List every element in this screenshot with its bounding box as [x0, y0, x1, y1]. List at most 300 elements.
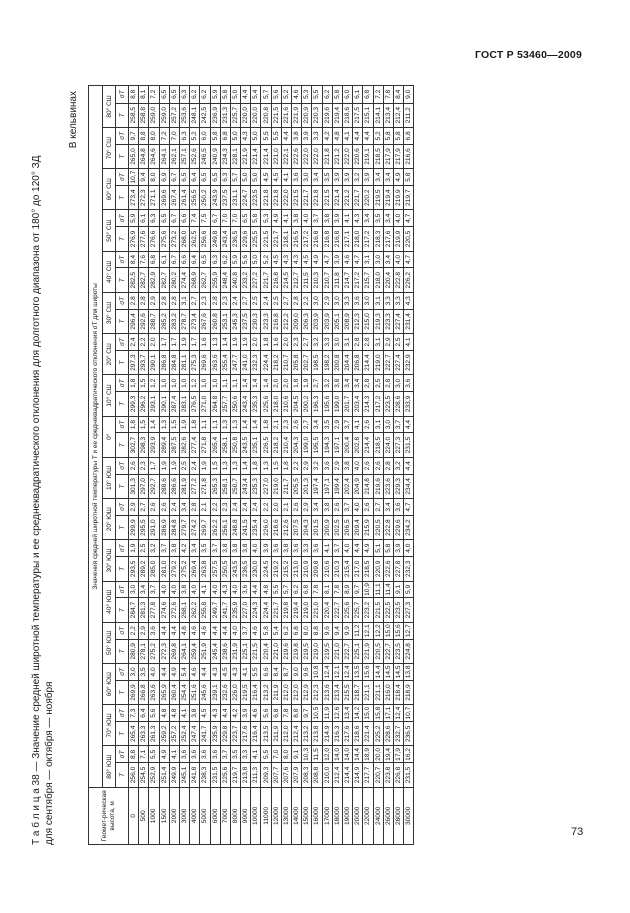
value-cell: 7,0 — [220, 210, 230, 227]
value-cell: 218,5 — [363, 557, 373, 581]
value-cell: 219,1 — [363, 144, 373, 168]
value-cell: 5,6 — [241, 251, 251, 268]
value-cell: 1,5 — [169, 416, 179, 433]
value-cell: 2,0 — [271, 499, 281, 516]
value-cell: 224,3 — [251, 598, 261, 622]
subheader-row — [116, 86, 129, 845]
value-cell: 241,7 — [220, 598, 230, 622]
value-cell: 232,3 — [404, 557, 414, 581]
value-cell: 3,4 — [353, 375, 363, 392]
value-cell: 218,5 — [373, 433, 383, 457]
value-cell: 221,5 — [271, 103, 281, 127]
value-cell: 3,2 — [312, 457, 322, 474]
value-cell: 5,9 — [230, 251, 240, 268]
value-cell: 234,3 — [220, 144, 230, 168]
height-cell: 22000 — [363, 787, 373, 844]
value-cell: 200,2 — [302, 392, 312, 416]
latitude-header: 60° ЮШ — [103, 664, 116, 705]
value-cell: 280,2 — [169, 268, 179, 292]
value-cell: 2,8 — [129, 292, 139, 309]
value-cell: 6,6 — [179, 210, 189, 227]
value-cell: 2,3 — [292, 334, 302, 351]
value-cell: 216,8 — [332, 227, 342, 251]
value-cell: 223,5 — [383, 392, 393, 416]
value-cell: 217,9 — [393, 144, 403, 168]
value-cell: 1,6 — [271, 334, 281, 351]
value-cell: 221,9 — [292, 103, 302, 127]
value-cell: 6,0 — [342, 86, 352, 104]
value-cell: 231,9 — [230, 639, 240, 663]
value-cell: 2,9 — [332, 416, 342, 433]
value-cell: 3,6 — [190, 746, 200, 763]
value-cell: 2,8 — [363, 375, 373, 392]
value-cell: 210,6 — [281, 392, 291, 416]
subheader-t: T — [116, 474, 129, 498]
value-cell: 221,4 — [363, 722, 373, 746]
value-cell: 6,5 — [169, 86, 179, 104]
value-cell: 3,7 — [312, 210, 322, 227]
value-cell: 219,7 — [404, 186, 414, 210]
value-cell: 234,4 — [404, 474, 414, 498]
value-cell: 4,7 — [322, 251, 332, 268]
value-cell: 19,4 — [384, 747, 392, 761]
value-cell: 6,8 — [292, 622, 302, 639]
value-cell: 4,4 — [404, 416, 414, 433]
value-cell: 4,0 — [169, 581, 179, 598]
value-cell: 260,4 — [169, 680, 179, 704]
value-cell: 4,4 — [281, 127, 291, 144]
value-cell: 16,2 — [405, 747, 413, 761]
value-cell: 3,1 — [373, 416, 383, 433]
value-cell: 3,6 — [404, 375, 414, 392]
value-cell: 4,7 — [404, 210, 414, 227]
subheader-t: T — [116, 309, 129, 333]
value-cell: 240,8 — [230, 268, 240, 292]
value-cell: 207,5 — [292, 515, 302, 539]
value-cell: 245,6 — [200, 680, 210, 704]
value-cell: 220,4 — [261, 639, 271, 663]
value-cell: 6,2 — [220, 251, 230, 268]
value-cell: 3,0 — [332, 292, 342, 309]
value-cell: 1,1 — [220, 375, 230, 392]
value-cell: 3,1 — [342, 334, 352, 351]
height-cell: 28000 — [393, 787, 403, 844]
value-cell: 245,1 — [179, 763, 189, 787]
value-cell: 215,7 — [363, 268, 373, 292]
value-cell: 3,6 — [241, 581, 251, 598]
latitude-header: 30° СШ — [103, 292, 116, 333]
subheader-t: T — [116, 639, 129, 663]
value-cell: 1,0 — [159, 375, 169, 392]
value-cell: 249,7 — [210, 598, 220, 622]
value-cell: 195,6 — [322, 392, 332, 416]
value-cell: 217,2 — [353, 268, 363, 292]
value-cell: 11,4 — [383, 581, 393, 598]
value-cell: 9,4 — [332, 622, 342, 639]
value-cell: 3,6 — [210, 746, 220, 763]
value-cell: 1,3 — [230, 416, 240, 433]
value-cell: 221,8 — [261, 186, 271, 210]
value-cell: 6,8 — [149, 251, 159, 268]
value-cell: 221,8 — [312, 186, 322, 210]
value-cell: 228,1 — [230, 144, 240, 168]
value-cell: 10,7 — [130, 170, 138, 184]
value-cell: 3,0 — [383, 416, 393, 433]
value-cell: 6,6 — [179, 251, 189, 268]
value-cell: 266,8 — [139, 680, 149, 704]
value-cell: 241,0 — [241, 350, 251, 374]
value-cell: 262,7 — [200, 268, 210, 292]
table-row — [292, 86, 302, 845]
value-cell: 225,6 — [261, 392, 271, 416]
subheader-sigma: σT — [116, 86, 129, 104]
value-cell: 252,9 — [149, 763, 159, 787]
table-row — [373, 86, 383, 845]
value-cell: 3,6 — [322, 457, 332, 474]
value-cell: 3,7 — [159, 540, 169, 557]
value-cell: 4,0 — [353, 457, 363, 474]
value-cell: 1,9 — [200, 457, 210, 474]
value-cell: 1,8 — [281, 457, 291, 474]
value-cell: 224,8 — [404, 639, 414, 663]
value-cell: 247,7 — [230, 350, 240, 374]
value-cell: 221,9 — [241, 144, 251, 168]
value-cell: 2,4 — [129, 334, 139, 351]
value-cell: 4,1 — [342, 127, 352, 144]
value-cell: 253,1 — [220, 309, 230, 333]
value-cell: 6,7 — [210, 210, 220, 227]
value-cell: 256,6 — [200, 227, 210, 251]
value-cell: 221,2 — [332, 144, 342, 168]
value-cell: 2,9 — [332, 457, 342, 474]
value-cell: 256,5 — [190, 186, 200, 210]
value-cell: 3,7 — [393, 416, 403, 433]
table-row — [159, 86, 169, 845]
value-cell: 223,3 — [383, 309, 393, 333]
value-cell: 209,0 — [292, 309, 302, 333]
value-cell: 203,9 — [322, 309, 332, 333]
value-cell: 261,3 — [149, 722, 159, 746]
value-cell: 3,5 — [322, 416, 332, 433]
value-cell: 2,6 — [129, 457, 139, 474]
value-cell: 2,9 — [383, 334, 393, 351]
value-cell: 254,5 — [139, 763, 149, 787]
value-cell: 277,8 — [149, 598, 159, 622]
value-cell: 283,1 — [179, 392, 189, 416]
table-row — [220, 86, 230, 845]
value-cell: 205,5 — [292, 474, 302, 498]
value-cell: 210,7 — [322, 268, 332, 292]
value-cell: 217,2 — [302, 227, 312, 251]
value-cell: 291,0 — [149, 515, 159, 539]
value-cell: 217,6 — [383, 227, 393, 251]
value-cell: 6,5 — [200, 251, 210, 268]
value-cell: 214,7 — [342, 268, 352, 292]
value-cell: 1,1 — [200, 416, 210, 433]
value-cell: 217,2 — [363, 227, 373, 251]
value-cell: 1,9 — [169, 457, 179, 474]
value-cell: 209,3 — [261, 763, 271, 787]
value-cell: 213,6 — [322, 680, 332, 704]
value-cell: 198,2 — [322, 350, 332, 374]
value-cell: 10,9 — [364, 583, 372, 596]
value-cell: 288,7 — [149, 309, 159, 333]
value-cell: 203,4 — [353, 392, 363, 416]
value-cell: 3,1 — [363, 251, 373, 268]
value-cell: 238,3 — [200, 763, 210, 787]
value-cell: 241,5 — [241, 515, 251, 539]
table-row — [271, 86, 281, 845]
value-cell: 216,8 — [322, 227, 332, 251]
value-cell: 268,9 — [190, 268, 200, 292]
value-cell: 202,5 — [332, 515, 342, 539]
value-cell: 243,5 — [241, 433, 251, 457]
value-cell: 6,1 — [139, 210, 149, 227]
value-cell: 258,1 — [220, 474, 230, 498]
value-cell: 4,1 — [281, 210, 291, 227]
value-cell: 5,8 — [383, 540, 393, 557]
value-cell: 1,4 — [251, 416, 261, 433]
value-cell: 4,9 — [363, 540, 373, 557]
value-cell: 3,3 — [342, 292, 352, 309]
value-cell: 207,7 — [271, 763, 281, 787]
table-row — [261, 86, 271, 845]
value-cell: 5,8 — [251, 210, 261, 227]
value-cell: 2,8 — [210, 292, 220, 309]
value-cell: 206,3 — [302, 309, 312, 333]
value-cell: 5,7 — [230, 169, 240, 186]
value-cell: 221,0 — [271, 144, 281, 168]
value-cell: 229,6 — [241, 227, 251, 251]
value-cell: 298,3 — [139, 433, 149, 457]
value-cell: 228,6 — [393, 392, 403, 416]
height-cell: 10000 — [251, 787, 261, 844]
value-cell: 226,5 — [261, 433, 271, 457]
value-cell: 6,2 — [190, 86, 200, 104]
value-cell: 4,9 — [169, 664, 179, 681]
value-cell: 248,1 — [190, 103, 200, 127]
value-cell: 277,4 — [190, 433, 200, 457]
value-cell: 248,8 — [230, 515, 240, 539]
value-cell: 227,0 — [241, 598, 251, 622]
value-cell: 2,8 — [190, 499, 200, 516]
value-cell: 1,8 — [190, 416, 200, 433]
value-cell: 219,0 — [312, 639, 322, 663]
value-cell: 240,9 — [210, 144, 220, 168]
value-cell: 221,0 — [312, 598, 322, 622]
height-cell: 16000 — [312, 787, 322, 844]
value-cell: 2,0 — [251, 334, 261, 351]
table-row — [342, 86, 352, 845]
value-cell: 3,8 — [342, 457, 352, 474]
value-cell: 4,3 — [292, 251, 302, 268]
value-cell: 3,0 — [393, 375, 403, 392]
value-cell: 214,9 — [322, 722, 332, 746]
value-cell: 221,4 — [251, 144, 261, 168]
value-cell: 5,3 — [261, 210, 271, 227]
value-cell: 3,6 — [312, 540, 322, 557]
value-cell: 4,3 — [353, 210, 363, 227]
value-cell: 14,4 — [354, 747, 362, 761]
value-cell: 3,4 — [312, 169, 322, 186]
value-cell: 2,6 — [363, 499, 373, 516]
value-cell: 275,2 — [149, 639, 159, 663]
value-cell: 203,9 — [312, 309, 322, 333]
value-cell: 4,4 — [159, 622, 169, 639]
value-cell: 217,6 — [241, 722, 251, 746]
value-cell: 251,6 — [190, 680, 200, 704]
value-cell: 1,4 — [251, 375, 261, 392]
value-cell: 1,0 — [169, 375, 179, 392]
subheader-sigma: σT — [116, 375, 129, 392]
value-cell: 233,9 — [404, 392, 414, 416]
latitude-header: 30° ЮШ — [103, 540, 116, 581]
value-cell: 3,9 — [241, 705, 251, 722]
value-cell: 2,1 — [271, 416, 281, 433]
value-cell: 216,4 — [251, 680, 261, 704]
table-row — [393, 86, 403, 845]
value-cell: 274,2 — [190, 515, 200, 539]
value-cell: 235,9 — [210, 722, 220, 746]
value-cell: 14,0 — [333, 747, 341, 761]
subheader-t: T — [116, 144, 129, 168]
value-cell: 2,0 — [281, 334, 291, 351]
value-cell: 219,5 — [373, 186, 383, 210]
value-cell: 5,9 — [210, 86, 220, 104]
value-cell: 4,3 — [210, 705, 220, 722]
value-cell: 3,9 — [332, 251, 342, 268]
value-cell: 1,8 — [251, 457, 261, 474]
value-cell: 3,9 — [393, 540, 403, 557]
value-cell: 212,4 — [332, 763, 342, 787]
value-cell: 3,4 — [312, 416, 322, 433]
value-cell: 218,0 — [373, 268, 383, 292]
value-cell: 221,7 — [302, 186, 312, 210]
latitude-header: 60° СШ — [103, 169, 116, 210]
value-cell: 5,1 — [373, 540, 383, 557]
value-cell: 287,4 — [169, 392, 179, 416]
latitude-header: 10° ЮШ — [103, 457, 116, 498]
value-cell: 220,2 — [363, 186, 373, 210]
value-cell: 5,8 — [404, 169, 414, 186]
value-cell: 6,5 — [179, 169, 189, 186]
table-row — [302, 86, 312, 845]
value-cell: 6,3 — [220, 169, 230, 186]
value-cell: 8,4 — [129, 251, 139, 268]
table-row — [200, 86, 210, 845]
value-cell: 219,6 — [322, 103, 332, 127]
table-caption — [30, 85, 56, 845]
value-cell: 216,0 — [383, 680, 393, 704]
value-cell: 1,9 — [302, 375, 312, 392]
value-cell: 2,8 — [139, 292, 149, 309]
value-cell: 235,4 — [251, 515, 261, 539]
value-cell: 6,8 — [363, 86, 373, 104]
value-cell: 219,2 — [271, 557, 281, 581]
table-row — [129, 86, 139, 845]
value-cell: 218,2 — [271, 433, 281, 457]
value-cell: 3,0 — [129, 581, 139, 598]
value-cell: 234,2 — [404, 515, 414, 539]
value-cell: 255,8 — [200, 598, 210, 622]
value-cell: 271,8 — [200, 433, 210, 457]
value-cell: 269,6 — [159, 186, 169, 210]
value-cell: 219,5 — [322, 639, 332, 663]
subheader-sigma: σT — [116, 581, 129, 598]
value-cell: 223,8 — [383, 763, 393, 787]
value-cell: 3,1 — [373, 334, 383, 351]
value-cell: 243,4 — [241, 392, 251, 416]
value-cell: 216,6 — [404, 144, 414, 168]
value-cell: 268,0 — [179, 227, 189, 251]
value-cell: 256,0 — [129, 763, 139, 787]
value-cell: 214,8 — [363, 474, 373, 498]
table-row — [332, 86, 342, 845]
value-cell: 11,9 — [322, 705, 332, 722]
subheader-t: T — [116, 515, 129, 539]
value-cell: 231,3 — [220, 103, 230, 127]
value-cell: 197,1 — [332, 433, 342, 457]
table-row — [149, 86, 159, 845]
value-cell: 3,6 — [200, 746, 210, 763]
value-cell: 271,0 — [200, 392, 210, 416]
value-cell: 197,4 — [312, 474, 322, 498]
value-cell: 284,8 — [169, 350, 179, 374]
value-cell: 231,5 — [404, 763, 414, 787]
value-cell: 3,3 — [322, 334, 332, 351]
value-cell: 4,4 — [404, 457, 414, 474]
value-cell: 206,5 — [342, 515, 352, 539]
latitude-header: 40° СШ — [103, 251, 116, 292]
value-cell: 216,5 — [292, 227, 302, 251]
value-cell: 235,3 — [251, 474, 261, 498]
value-cell: 269,4 — [190, 557, 200, 581]
subheader-sigma: σT — [116, 210, 129, 227]
value-cell: 9,1 — [292, 746, 302, 763]
value-cell: 2,3 — [139, 457, 149, 474]
value-cell: 14,0 — [344, 747, 352, 761]
value-cell: 215,1 — [363, 103, 373, 127]
value-cell: 250,6 — [230, 392, 240, 416]
value-cell: 4,3 — [404, 292, 414, 309]
value-cell: 10,7 — [405, 706, 413, 720]
value-cell: 222,0 — [302, 144, 312, 168]
value-cell: 293,9 — [149, 433, 159, 457]
value-cell: 201,3 — [302, 474, 312, 498]
value-cell: 260,8 — [210, 309, 220, 333]
value-cell: 2,0 — [281, 375, 291, 392]
value-cell: 217,7 — [363, 763, 373, 787]
value-cell: 208,3 — [302, 763, 312, 787]
value-cell: 1,5 — [139, 375, 149, 392]
value-cell: 255,9 — [210, 268, 220, 292]
value-cell: 264,8 — [139, 144, 149, 168]
value-cell: 213,4 — [383, 103, 393, 127]
value-cell: 4,1 — [404, 334, 414, 351]
value-cell: 210,9 — [302, 557, 312, 581]
value-cell: 12,6 — [333, 706, 341, 720]
value-cell: 1,8 — [292, 375, 302, 392]
value-cell: 4,6 — [200, 622, 210, 639]
value-cell: 279,2 — [169, 557, 179, 581]
value-cell: 222,0 — [281, 186, 291, 210]
value-cell: 5,0 — [251, 251, 261, 268]
value-cell: 4,5 — [200, 705, 210, 722]
value-cell: 216,8 — [271, 309, 281, 333]
value-cell: 6,3 — [179, 127, 189, 144]
value-cell: 1,9 — [129, 540, 139, 557]
value-cell: 4,1 — [281, 169, 291, 186]
